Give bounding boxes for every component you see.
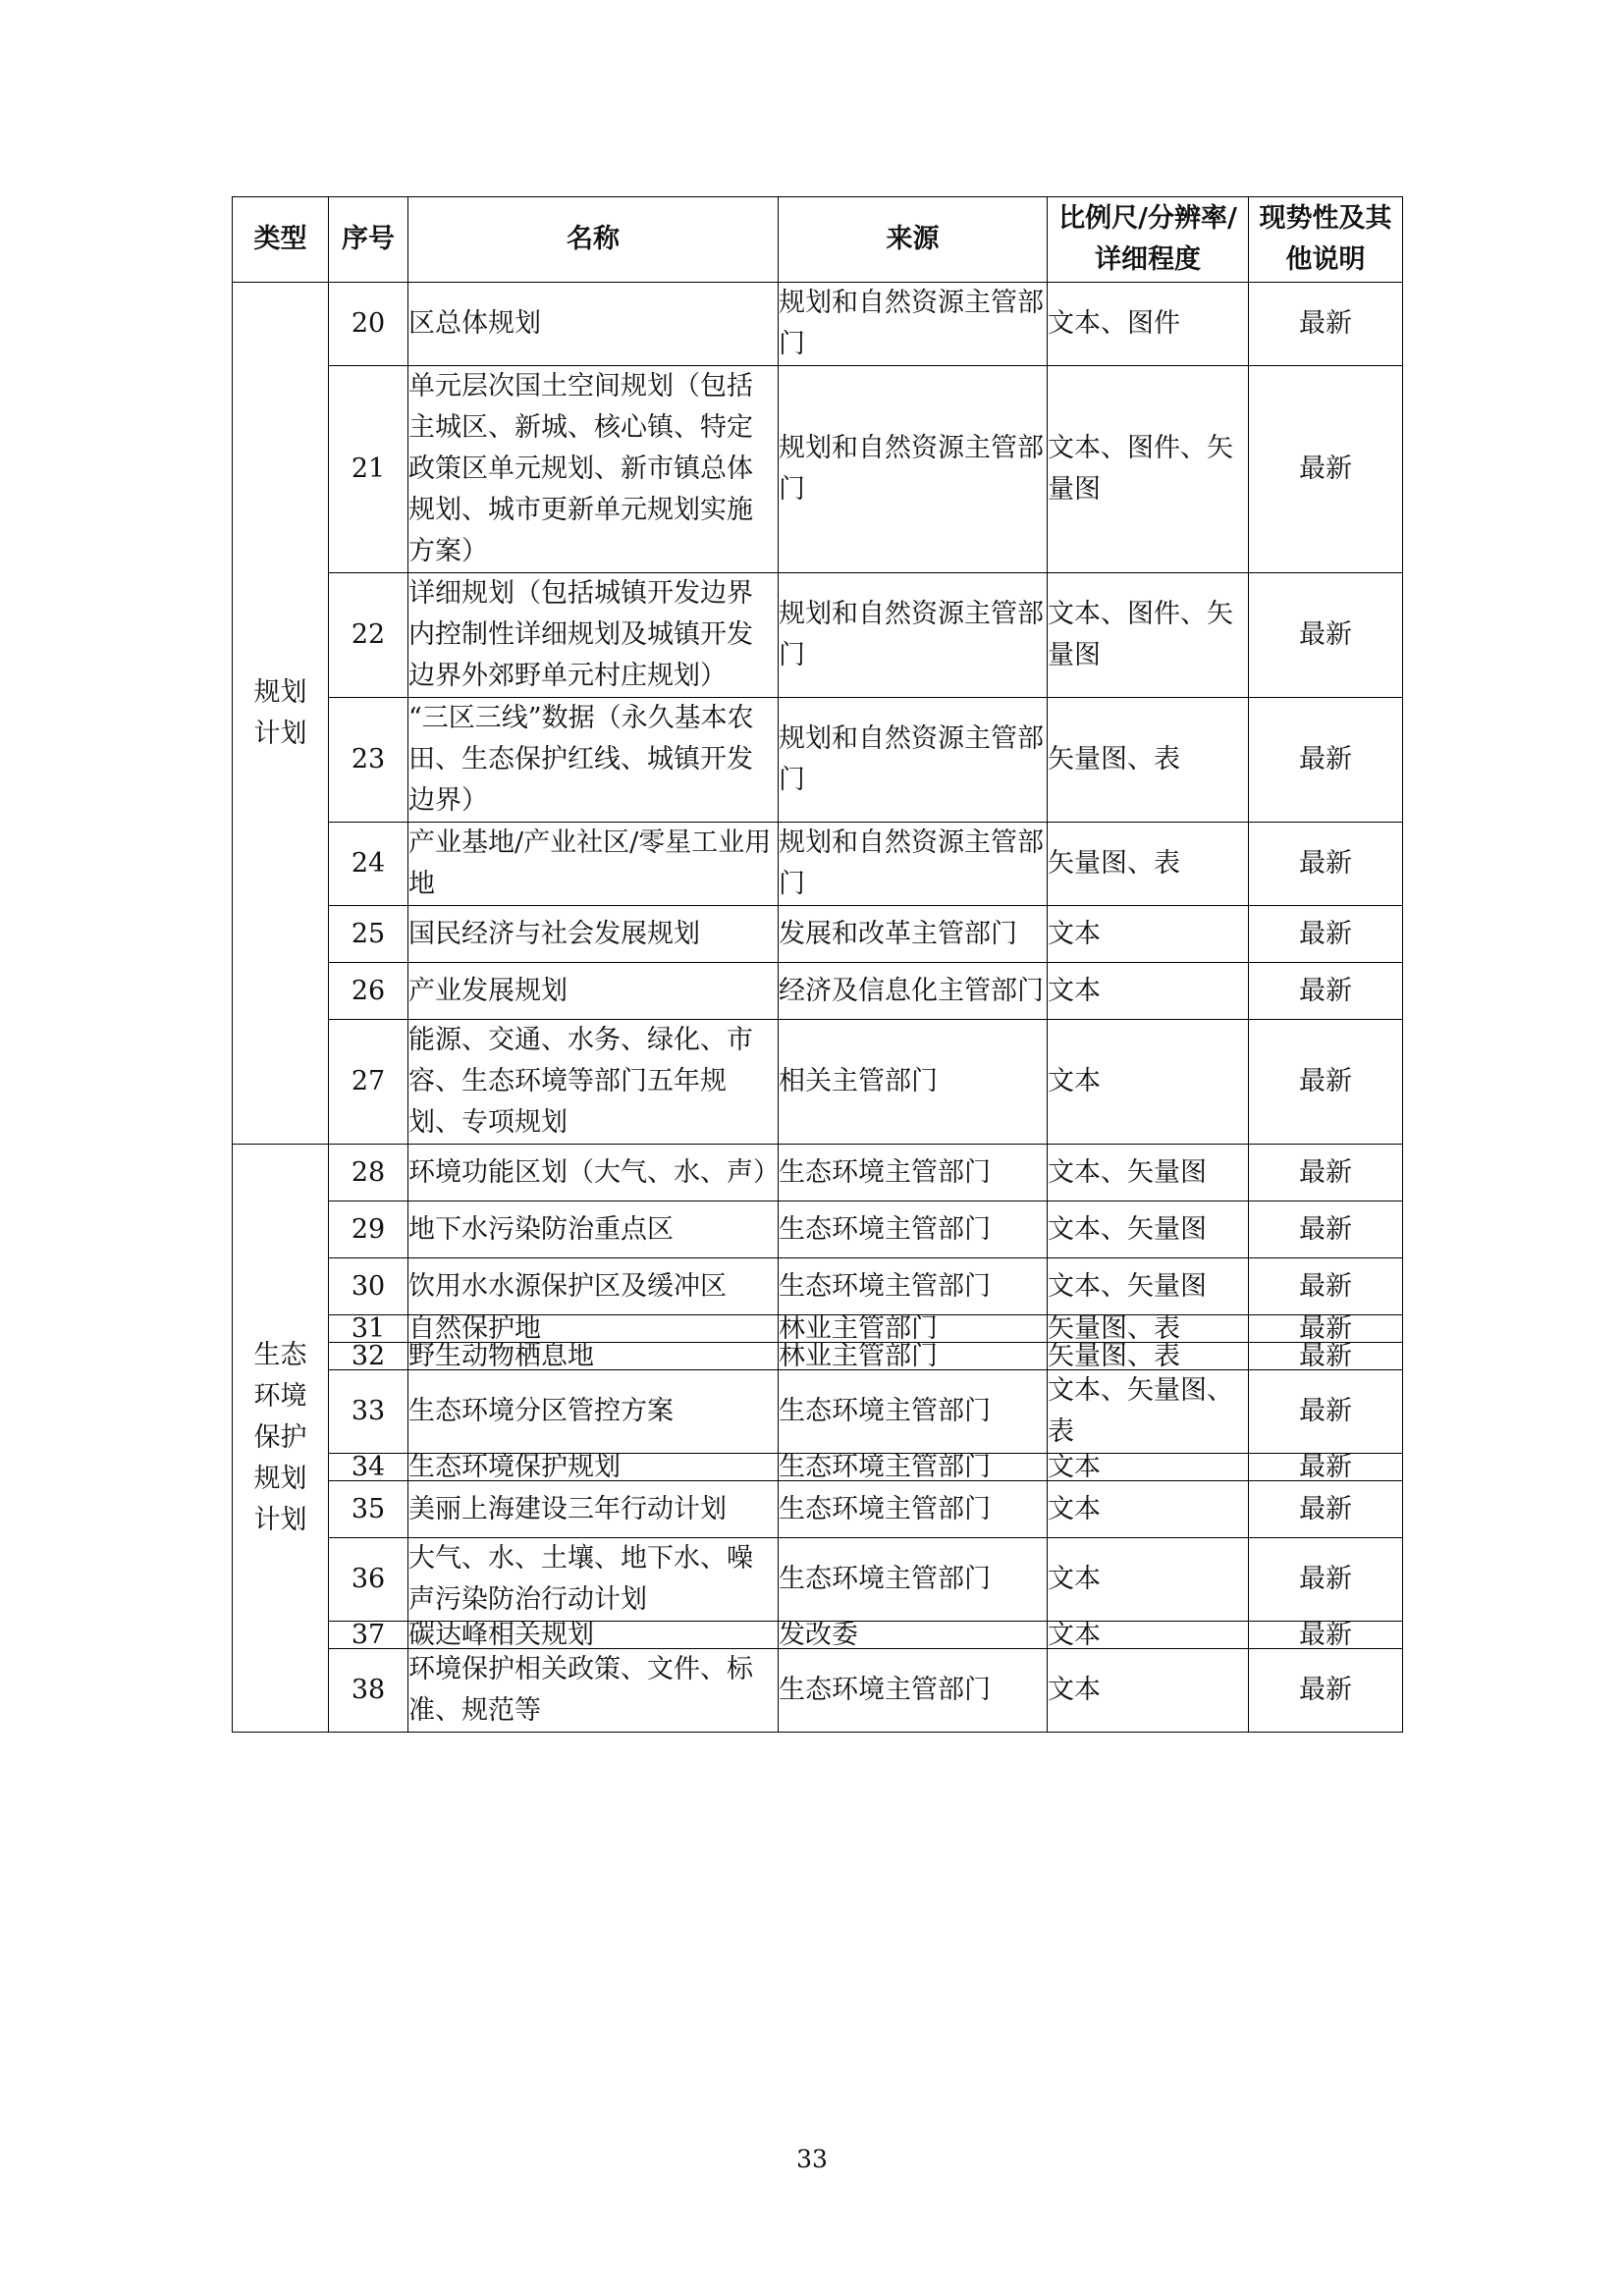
cell-scale: 文本、矢量图 [1048, 1258, 1249, 1315]
table-header-row [233, 197, 1403, 283]
cell-seq: 28 [329, 1145, 408, 1201]
cell-seq: 34 [329, 1454, 408, 1481]
cell-source: 生态环境主管部门 [779, 1538, 1048, 1622]
cell-note: 最新 [1249, 698, 1403, 823]
header-scale: 比例尺/分辨率/详细程度 [1048, 197, 1249, 283]
cell-note: 最新 [1249, 1145, 1403, 1201]
cell-scale: 文本、图件、矢量图 [1048, 366, 1249, 573]
table-row [233, 963, 1403, 1020]
cell-name: 美丽上海建设三年行动计划 [408, 1481, 779, 1538]
cell-note: 最新 [1249, 1538, 1403, 1622]
cell-name: “三区三线”数据（永久基本农田、生态保护红线、城镇开发边界） [408, 698, 779, 823]
cell-note: 最新 [1249, 1481, 1403, 1538]
cell-seq: 24 [329, 823, 408, 906]
cell-seq: 21 [329, 366, 408, 573]
cell-name: 生态环境分区管控方案 [408, 1370, 779, 1454]
cell-source: 规划和自然资源主管部门 [779, 283, 1048, 366]
cell-seq: 22 [329, 573, 408, 698]
cell-scale: 文本 [1048, 1622, 1249, 1649]
table-row [233, 906, 1403, 963]
table-row [233, 823, 1403, 906]
cell-scale: 文本 [1048, 906, 1249, 963]
cell-scale: 矢量图、表 [1048, 698, 1249, 823]
cell-name: 能源、交通、水务、绿化、市容、生态环境等部门五年规划、专项规划 [408, 1020, 779, 1145]
cell-source: 规划和自然资源主管部门 [779, 698, 1048, 823]
cell-scale: 文本 [1048, 1454, 1249, 1481]
table-row [233, 698, 1403, 823]
cell-name: 自然保护地 [408, 1315, 779, 1343]
cell-name: 野生动物栖息地 [408, 1343, 779, 1370]
table-row [233, 1481, 1403, 1538]
cell-name: 产业基地/产业社区/零星工业用地 [408, 823, 779, 906]
cell-scale: 文本 [1048, 963, 1249, 1020]
type-label: 规划计划 [253, 676, 307, 749]
table-row [233, 366, 1403, 573]
cell-type [233, 1145, 329, 1733]
cell-source: 生态环境主管部门 [779, 1454, 1048, 1481]
cell-seq: 23 [329, 698, 408, 823]
cell-source: 规划和自然资源主管部门 [779, 823, 1048, 906]
header-source: 来源 [779, 197, 1048, 283]
cell-source: 规划和自然资源主管部门 [779, 573, 1048, 698]
cell-name: 地下水污染防治重点区 [408, 1201, 779, 1258]
cell-seq: 38 [329, 1649, 408, 1733]
cell-seq: 25 [329, 906, 408, 963]
cell-scale: 文本 [1048, 1020, 1249, 1145]
cell-scale: 文本、图件、矢量图 [1048, 573, 1249, 698]
cell-name: 单元层次国土空间规划（包括主城区、新城、核心镇、特定政策区单元规划、新市镇总体规划、城市更新单元规划实施方案） [408, 366, 779, 573]
cell-name: 国民经济与社会发展规划 [408, 906, 779, 963]
cell-name: 区总体规划 [408, 283, 779, 366]
cell-source: 林业主管部门 [779, 1315, 1048, 1343]
cell-name: 大气、水、土壤、地下水、噪声污染防治行动计划 [408, 1538, 779, 1622]
cell-note: 最新 [1249, 823, 1403, 906]
cell-scale: 文本、图件 [1048, 283, 1249, 366]
cell-note: 最新 [1249, 1201, 1403, 1258]
cell-note: 最新 [1249, 1649, 1403, 1733]
cell-source: 相关主管部门 [779, 1020, 1048, 1145]
cell-name: 产业发展规划 [408, 963, 779, 1020]
cell-source: 生态环境主管部门 [779, 1649, 1048, 1733]
cell-scale: 矢量图、表 [1048, 1343, 1249, 1370]
cell-source: 生态环境主管部门 [779, 1258, 1048, 1315]
cell-name: 详细规划（包括城镇开发边界内控制性详细规划及城镇开发边界外郊野单元村庄规划） [408, 573, 779, 698]
cell-scale: 矢量图、表 [1048, 823, 1249, 906]
cell-note: 最新 [1249, 573, 1403, 698]
table-row [233, 573, 1403, 698]
cell-source: 经济及信息化主管部门 [779, 963, 1048, 1020]
cell-note: 最新 [1249, 1020, 1403, 1145]
table-row [233, 1258, 1403, 1315]
cell-source: 生态环境主管部门 [779, 1370, 1048, 1454]
cell-name: 生态环境保护规划 [408, 1454, 779, 1481]
cell-note: 最新 [1249, 1454, 1403, 1481]
table-row [233, 1343, 1403, 1370]
cell-source: 林业主管部门 [779, 1343, 1048, 1370]
cell-seq: 33 [329, 1370, 408, 1454]
table-row [233, 1370, 1403, 1454]
cell-note: 最新 [1249, 1315, 1403, 1343]
table-row [233, 1020, 1403, 1145]
cell-scale: 文本 [1048, 1538, 1249, 1622]
table-row [233, 1622, 1403, 1649]
cell-note: 最新 [1249, 283, 1403, 366]
header-currency-note: 现势性及其他说明 [1249, 197, 1403, 283]
cell-scale: 文本、矢量图 [1048, 1145, 1249, 1201]
data-inventory-table [232, 196, 1403, 1733]
table-row [233, 1315, 1403, 1343]
table-row [233, 283, 1403, 366]
cell-seq: 31 [329, 1315, 408, 1343]
cell-source: 发改委 [779, 1622, 1048, 1649]
table-row [233, 1454, 1403, 1481]
table-row [233, 1538, 1403, 1622]
cell-source: 生态环境主管部门 [779, 1201, 1048, 1258]
cell-scale: 文本、矢量图、表 [1048, 1370, 1249, 1454]
cell-note: 最新 [1249, 366, 1403, 573]
cell-seq: 32 [329, 1343, 408, 1370]
cell-scale: 文本、矢量图 [1048, 1201, 1249, 1258]
cell-type [233, 283, 329, 1145]
cell-source: 生态环境主管部门 [779, 1145, 1048, 1201]
cell-name: 碳达峰相关规划 [408, 1622, 779, 1649]
table-row [233, 1649, 1403, 1733]
cell-name: 环境功能区划（大气、水、声） [408, 1145, 779, 1201]
cell-note: 最新 [1249, 906, 1403, 963]
table-body [233, 283, 1403, 1733]
cell-seq: 29 [329, 1201, 408, 1258]
type-label: 生态环境保护规划计划 [253, 1340, 307, 1535]
header-seq: 序号 [329, 197, 408, 283]
cell-note: 最新 [1249, 1258, 1403, 1315]
cell-seq: 37 [329, 1622, 408, 1649]
cell-seq: 20 [329, 283, 408, 366]
cell-seq: 36 [329, 1538, 408, 1622]
cell-note: 最新 [1249, 1370, 1403, 1454]
page-number: 33 [796, 2145, 828, 2173]
table-row [233, 1201, 1403, 1258]
cell-name: 饮用水水源保护区及缓冲区 [408, 1258, 779, 1315]
cell-note: 最新 [1249, 1343, 1403, 1370]
cell-seq: 30 [329, 1258, 408, 1315]
header-name: 名称 [408, 197, 779, 283]
cell-scale: 文本 [1048, 1481, 1249, 1538]
cell-source: 规划和自然资源主管部门 [779, 366, 1048, 573]
cell-name: 环境保护相关政策、文件、标准、规范等 [408, 1649, 779, 1733]
cell-seq: 35 [329, 1481, 408, 1538]
cell-seq: 26 [329, 963, 408, 1020]
cell-scale: 文本 [1048, 1649, 1249, 1733]
cell-source: 生态环境主管部门 [779, 1481, 1048, 1538]
header-type: 类型 [233, 197, 329, 283]
cell-note: 最新 [1249, 1622, 1403, 1649]
cell-note: 最新 [1249, 963, 1403, 1020]
cell-seq: 27 [329, 1020, 408, 1145]
table-row [233, 1145, 1403, 1201]
cell-scale: 矢量图、表 [1048, 1315, 1249, 1343]
cell-source: 发展和改革主管部门 [779, 906, 1048, 963]
